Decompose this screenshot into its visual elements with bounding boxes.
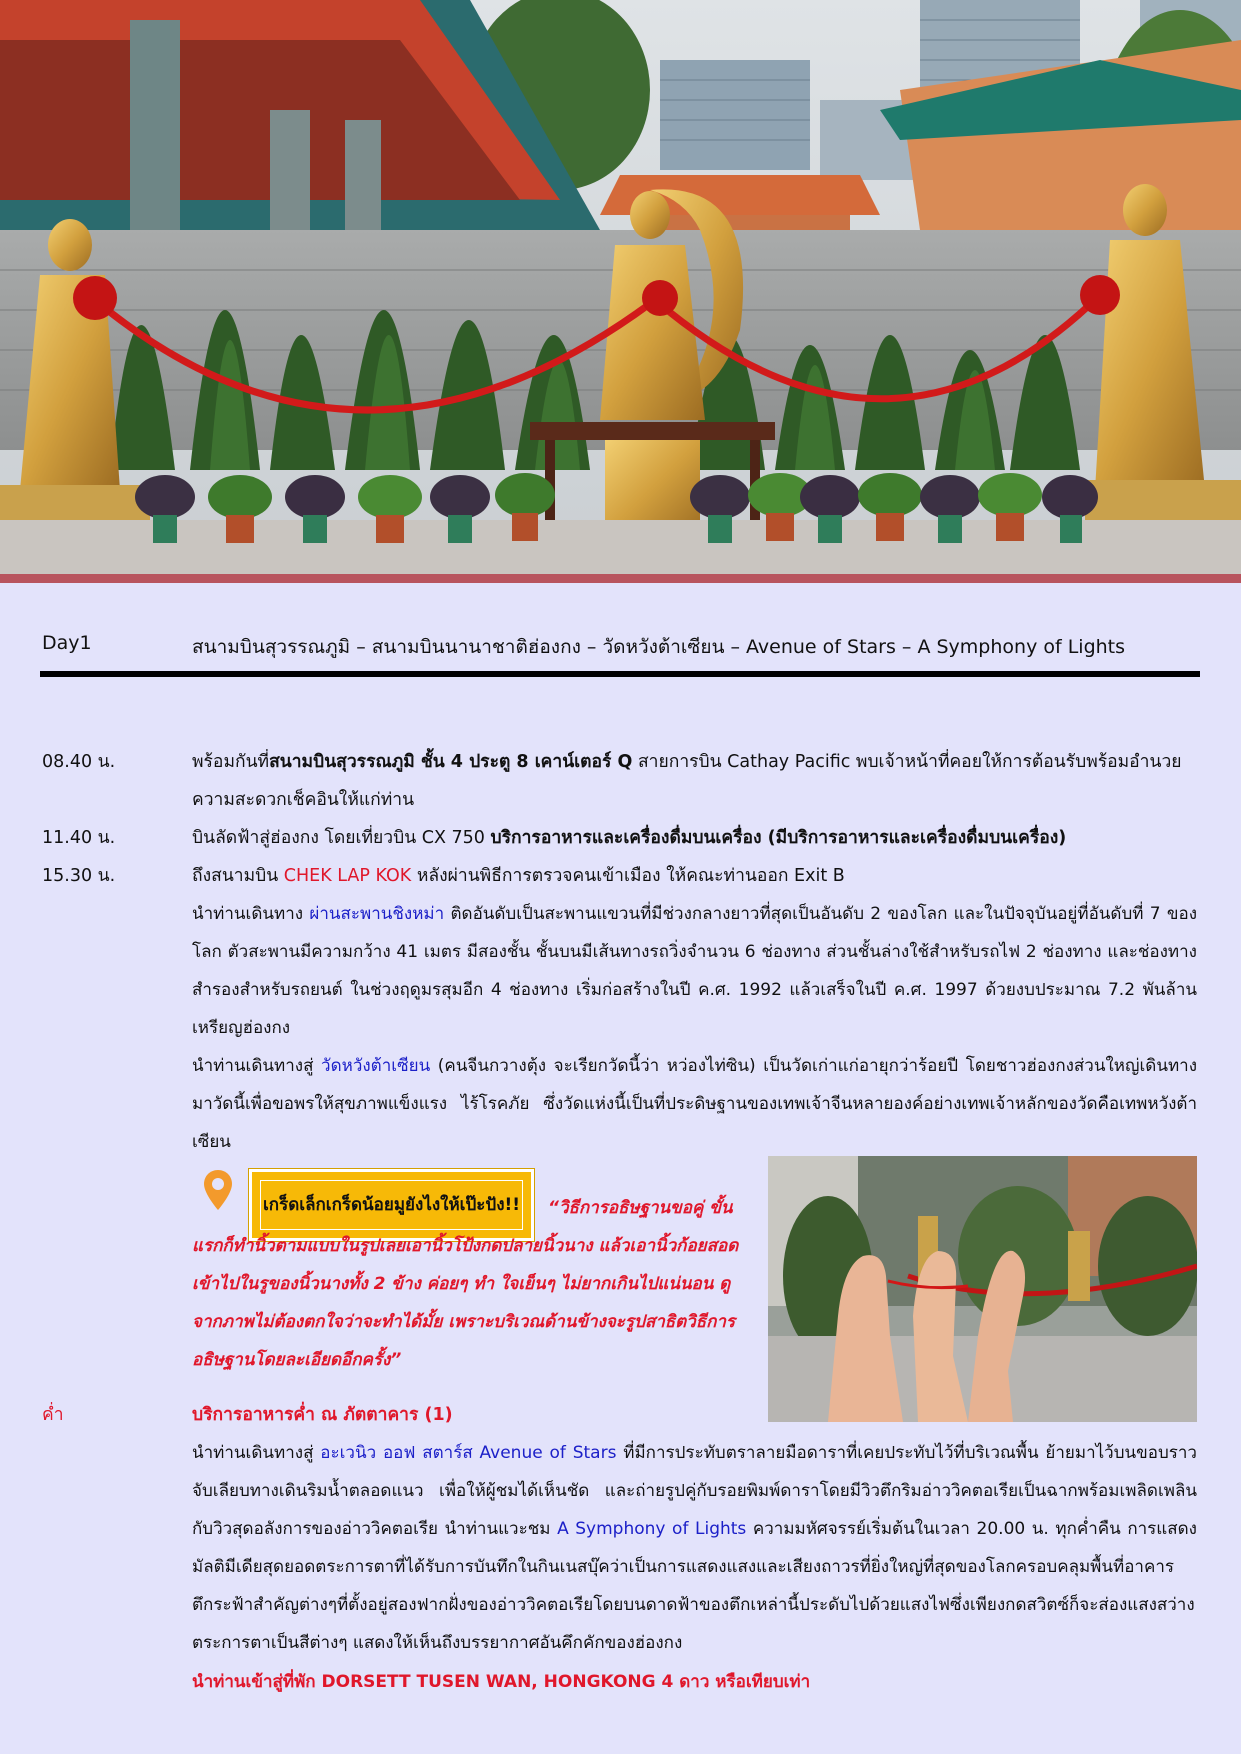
text-run: ความมหัศจรรย์เริ่มต้นในเวลา 20.00 น. ทุกค่ำคืน การแสดงมัลติมีเดียสุดยอดตระการตาที่ได้รับการบันทึกในกินเนสบุ๊คว่าเป็นการแสดงแสงและเสียงถาวรที่ยิ่งใหญ่ที่สุดของโลกครอบคลุมพื้นที่อาคารตึกระฟ้าสำคัญต่างๆที่ตั้งอยู่สองฟากฝั่งของอ่าววิคตอเรียโดยบนดาดฟ้าของตึกเหล่านี้ประดับไปด้วยแสงไฟซึ่งเพียงกดสวิตซ์ก็จะส่องแสงสว่างตระการตาเป็นสีต่างๆ แสดงให้เห็นถึงบรรยากาศอันคึกคักของฮ่องกง <box>192 1519 1197 1653</box>
text-run: นำท่านเดินทาง <box>192 904 310 924</box>
itinerary-time: 08.40 น. <box>42 752 116 772</box>
day-route: สนามบินสุวรรณภูมิ – สนามบินนานาชาติฮ่องกง – วัดหวังต้าเซียน – Avenue of Stars – A Symphony of Lights <box>192 636 1126 658</box>
text-run-bold: บริการอาหารและเครื่องดื่มบนเครื่อง (มีบริการอาหารและเครื่องดื่มบนเครื่อง) <box>490 828 1067 848</box>
text-run: บินลัดฟ้าสู่ฮ่องกง โดยเที่ยวบิน CX 750 <box>192 828 491 848</box>
itinerary-text <box>192 857 1198 895</box>
tip-tag-label: เกร็ดเล็กเกร็ดน้อยมูยังไงให้เป๊ะปัง!! <box>260 1180 523 1230</box>
dinner-text: บริการอาหารค่ำ ณ ภัตตาคาร (1) <box>192 1405 453 1425</box>
itinerary-text <box>192 743 1198 819</box>
text-run: พร้อมกันที่ <box>192 752 270 772</box>
bridge-paragraph <box>192 895 1197 1047</box>
hotel-line: นำท่านเข้าสู่ที่พัก DORSETT TUSEN WAN, HONGKONG 4 ดาว หรือเทียบเท่า <box>192 1672 811 1692</box>
text-run: สายการบิน Cathay Pacific พบเจ้าหน้าที่คอยให้การต้อนรับพร้อมอำนวยความสะดวกเช็คอินให้แก่ท่าน <box>192 752 1182 810</box>
highlight-link-text: A Symphony of Lights <box>557 1519 747 1539</box>
header-divider <box>40 671 1200 677</box>
tip-quote: “วิธีการอธิษฐานขอคู่ ขั้นแรกก็ทำนิ้วตามแบบในรูปเลยเอานิ้วโป้งกดปลายนิ้วนาง แล้วเอานิ้วก้อยสอดเข้าไปในรูของนิ้วนางทั้ง 2 ข้าง ค่อยๆ ทำ ใจเย็นๆ ไม่ยากเกินไปแน่นอน ดูจากภาพไม่ต้องตกใจว่าจะทำได้มั้ย เพราะบริเวณด้านข้างจะรูปสาธิตวิธีการอธิษฐานโดยละเอียดอีกครั้ง” <box>192 1198 739 1370</box>
text-run: นำท่านเดินทางสู่ <box>192 1443 321 1463</box>
itinerary-time: 11.40 น. <box>42 828 116 848</box>
highlight-link-text: ผ่านสะพานชิงหม่า <box>309 904 445 924</box>
text-run: นำท่านเดินทางสู่ <box>192 1056 322 1076</box>
text-run-red: CHEK LAP KOK <box>283 866 412 886</box>
itinerary-text <box>192 819 1198 857</box>
text-run: ติดอันดับเป็นสะพานแขวนที่มีช่วงกลางยาวที่สุดเป็นอันดับ 2 ของโลก และในปัจจุบันอยู่ที่อันดับที่ 7 ของโลก ตัวสะพานมีความกว้าง 41 เมตร มีสองชั้น ชั้นบนมีเส้นทางรถวิ่งจำนวน 6 ช่องทาง ส่วนชั้นล่างใช้สำหรับรถไฟ 2 ช่องทาง และช่องทางสำรองสำหรับรถยนต์ ในช่วงฤดูมรสุมอีก 4 ช่องทาง เริ่มก่อสร้างในปี ค.ศ. 1992 แล้วเสร็จในปี ค.ศ. 1997 ด้วยงบประมาณ 7.2 พันล้านเหรียญฮ่องกง <box>192 904 1198 1038</box>
itinerary-time: ค่ำ <box>42 1405 64 1425</box>
itinerary-time: 15.30 น. <box>42 866 116 886</box>
text-run-bold: สนามบินสุวรรณภูมิ ชั้น 4 ประตู 8 เคาน์เตอร์ Q <box>269 752 633 772</box>
wish-gesture-photo <box>768 1156 1197 1422</box>
temple-paragraph <box>192 1047 1197 1161</box>
text-run: ที่มีการประทับตราลายมือดาราที่เคยประทับไว้ที่บริเวณพื้น ย้ายมาไว้บนขอบราวจับเลียบทางเดินริมน้ำตลอดแนว เพื่อให้ผู้ชมได้เห็นชัด และถ่ายรูปคู่กับรอยพิมพ์ดาราโดยมีวิวตึกริมอ่าววิคตอเรียเป็นฉากพร้อมเพลิดเพลินกับวิวสุดอลังการของอ่าววิคตอเรีย นำท่านแวะชม <box>192 1443 1197 1539</box>
avenue-paragraph <box>192 1434 1197 1662</box>
highlight-link-text: อะเวนิว ออฟ สตาร์ส Avenue of Stars <box>320 1443 617 1463</box>
text-run: ถึงสนามบิน <box>192 866 284 886</box>
hero-temple-photo <box>0 0 1241 583</box>
text-run: หลังผ่านพิธีการตรวจคนเข้าเมือง ให้คณะท่านออก Exit B <box>411 866 845 886</box>
text-run: (คนจีนกวางตุ้ง จะเรียกวัดนี้ว่า หว่องไท่ซิน) เป็นวัดเก่าแก่อายุกว่าร้อยปี โดยชาวฮ่องกงส่วนใหญ่เดินทางมาวัดนี้เพื่อขอพรให้สุขภาพแข็งแรง ไร้โรคภัย ซึ่งวัดแห่งนี้เป็นที่ประดิษฐานของเทพเจ้าจีนหลายองค์อย่างเทพเจ้าหลักของวัดคือเทพหวังต้าเซียน <box>192 1056 1197 1152</box>
highlight-link-text: วัดหวังต้าเซียน <box>321 1056 431 1076</box>
day-label: Day1 <box>42 632 92 654</box>
